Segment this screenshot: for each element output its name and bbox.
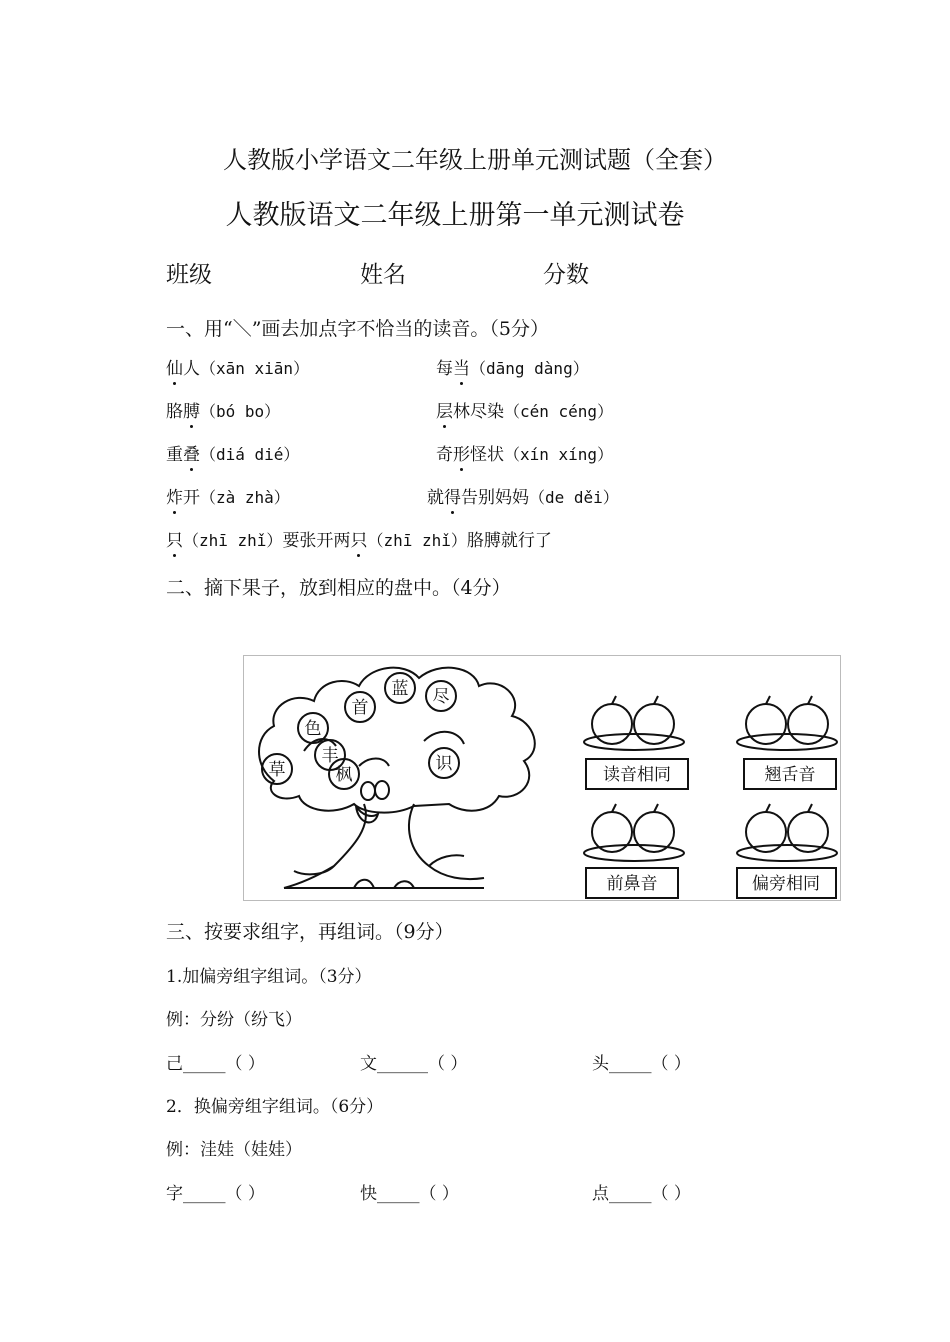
fill-blank[interactable]: 点_____（ ） xyxy=(592,1184,691,1204)
part1-title: 1.加偏旁组字组词。（3分） xyxy=(166,967,372,987)
tree-trunk-left xyxy=(284,804,366,888)
tree-char: 识 xyxy=(435,754,453,774)
pinyin-sentence: 只（zhī zhǐ）要张开两只（zhī zhǐ）胳膊就行了 xyxy=(166,531,552,551)
tree-trunk-right xyxy=(409,804,484,879)
pinyin-item: 奇形怪状（xín xíng） xyxy=(436,445,614,465)
pinyin-item: 就得告别妈妈（de děi） xyxy=(427,488,619,508)
tree-char: 草 xyxy=(268,760,286,780)
pinyin-item: 重叠（diá dié） xyxy=(166,445,300,465)
tree-char: 蓝 xyxy=(391,679,409,699)
pinyin-item: 仙人（xān xiān） xyxy=(166,359,310,379)
tree-char: 尽 xyxy=(432,687,450,707)
sub-title: 人教版语文二年级上册第一单元测试卷 xyxy=(225,200,685,231)
name-label: 姓名 xyxy=(360,262,406,288)
fill-blank[interactable]: 字_____（ ） xyxy=(166,1184,265,1204)
pinyin-item: 层林尽染（cén céng） xyxy=(436,402,614,422)
part1-example: 例：分纷（纷飞） xyxy=(166,1010,302,1030)
part2-example: 例：洼娃（娃娃） xyxy=(166,1140,302,1160)
fill-blank[interactable]: 头_____（ ） xyxy=(592,1054,691,1074)
plate-label: 翘舌音 xyxy=(764,765,816,785)
section2-heading: 二、摘下果子，放到相应的盘中。（4分） xyxy=(166,577,511,599)
tree-char: 丰 xyxy=(321,746,339,766)
tree-eye-right xyxy=(375,781,389,799)
class-label: 班级 xyxy=(166,262,212,288)
part2-title: 2．换偏旁组字组词。（6分） xyxy=(166,1097,384,1117)
main-title: 人教版小学语文二年级上册单元测试题（全套） xyxy=(223,146,727,174)
section1-heading: 一、用“＼”画去加点字不恰当的读音。（5分） xyxy=(166,318,550,340)
pinyin-item: 炸开（zà zhà） xyxy=(166,488,290,508)
tree-and-plates-drawing xyxy=(244,656,840,900)
tree-roots xyxy=(284,880,484,888)
score-label: 分数 xyxy=(543,262,589,288)
plate-label: 前鼻音 xyxy=(606,874,658,894)
tree-eye-left xyxy=(361,782,375,800)
pinyin-item: 每当（dāng dàng） xyxy=(436,359,589,379)
pinyin-item: 胳膊（bó bo） xyxy=(166,402,281,422)
plate-label: 偏旁相同 xyxy=(752,874,820,894)
tree-char: 首 xyxy=(351,698,369,718)
plate-label: 读音相同 xyxy=(603,765,671,785)
tree-char: 枫 xyxy=(335,765,353,785)
fill-blank[interactable]: 己_____（ ） xyxy=(166,1054,265,1074)
tree-char: 色 xyxy=(304,719,322,739)
fill-blank[interactable]: 文______（ ） xyxy=(360,1054,468,1074)
section3-heading: 三、按要求组字，再组词。（9分） xyxy=(166,921,454,943)
fruit-tree-illustration xyxy=(243,655,841,901)
fill-blank[interactable]: 快_____（ ） xyxy=(360,1184,459,1204)
